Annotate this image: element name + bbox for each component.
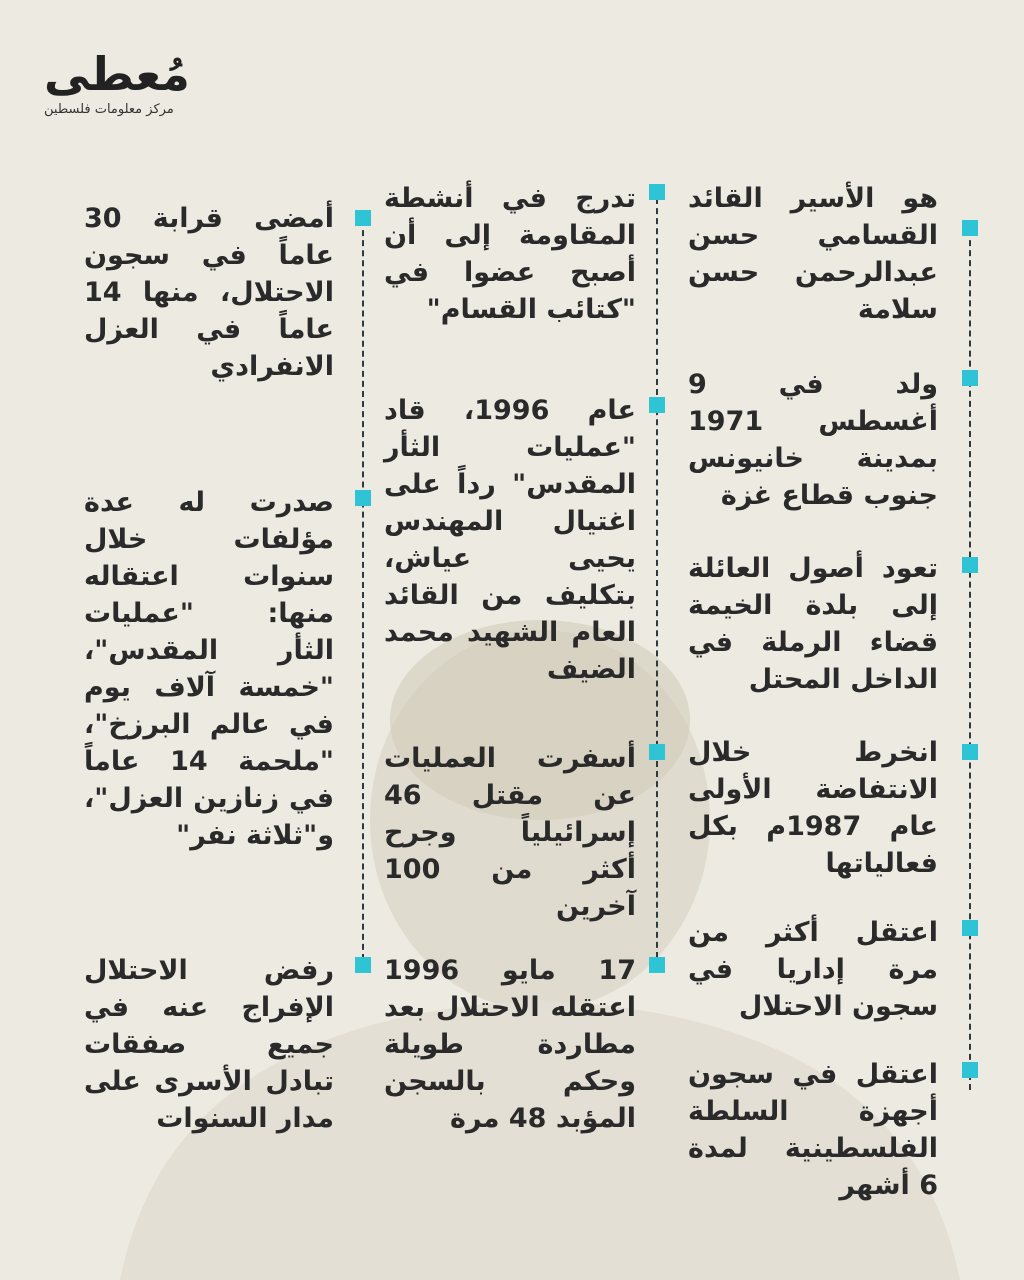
brand-name: مُعطى <box>44 47 190 101</box>
timeline-marker <box>962 744 978 760</box>
timeline-item: ولد في 9 أغسطس 1971 بمدينة خانيونس جنوب قطاع غزة <box>688 369 938 511</box>
timeline-line-middle <box>656 188 658 968</box>
timeline-marker <box>962 920 978 936</box>
timeline-marker <box>355 490 371 506</box>
timeline-item: تعود أصول العائلة إلى بلدة الخيمة قضاء الرملة في الداخل المحتل <box>688 553 938 695</box>
timeline-item: انخرط خلال الانتفاضة الأولى عام 1987م بكل فعالياتها <box>688 737 938 879</box>
timeline-marker <box>962 220 978 236</box>
timeline-item: صدرت له عدة مؤلفات خلال سنوات اعتقاله منها: "عمليات الثأر المقدس"، "خمسة آلاف يوم في عالم البرزخ"، "ملحمة 14 عاماً في زنازين العزل"، و"ثلاثة نفر" <box>84 487 334 851</box>
timeline-marker <box>962 370 978 386</box>
timeline-item: 17 مايو 1996 اعتقله الاحتلال بعد مطاردة طويلة وحكم بالسجن المؤبد 48 مرة <box>384 955 636 1134</box>
timeline-item: اعتقل أكثر من مرة إداريا في سجون الاحتلال <box>688 917 938 1022</box>
timeline-item: اعتقل في سجون أجهزة السلطة الفلسطينية لمدة 6 أشهر <box>688 1059 938 1201</box>
timeline-marker <box>355 957 371 973</box>
timeline-item: عام 1996، قاد "عمليات الثأر المقدس" رداً على اغتيال المهندس يحيى عياش، بتكليف من القائد العام الشهيد محمد الضيف <box>384 395 636 685</box>
timeline-item: رفض الاحتلال الإفراج عنه في جميع صفقات تبادل الأسرى على مدار السنوات <box>84 955 334 1134</box>
timeline-item: أمضى قرابة 30 عاماً في سجون الاحتلال، منها 14 عاماً في العزل الانفرادي <box>84 203 334 382</box>
brand-subtitle: مركز معلومات فلسطين <box>44 102 174 117</box>
timeline-marker <box>355 210 371 226</box>
timeline-item: تدرج في أنشطة المقاومة إلى أن أصبح عضوا في "كتائب القسام" <box>384 183 636 325</box>
timeline-marker <box>649 397 665 413</box>
timeline-marker <box>962 1062 978 1078</box>
timeline-item: هو الأسير القائد القسامي حسن عبدالرحمن حسن سلامة <box>688 183 938 325</box>
timeline-item: أسفرت العمليات عن مقتل 46 إسرائيلياً وجرح أكثر من 100 آخرين <box>384 743 636 922</box>
timeline-line-right <box>969 220 971 1090</box>
timeline-marker <box>649 744 665 760</box>
timeline-marker <box>962 557 978 573</box>
timeline-line-left <box>362 210 364 970</box>
timeline-marker <box>649 184 665 200</box>
brand-logo <box>44 48 204 128</box>
timeline-marker <box>649 957 665 973</box>
